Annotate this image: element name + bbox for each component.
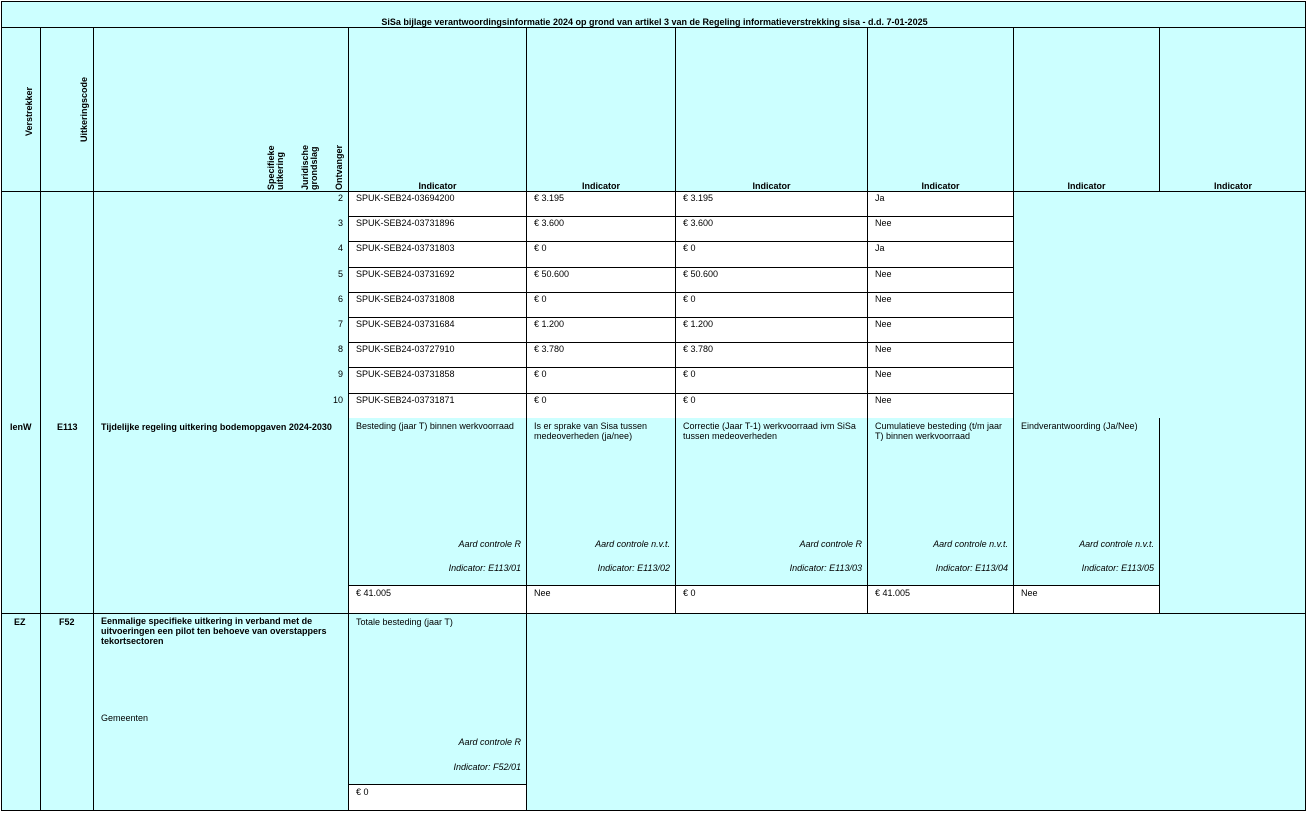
f52-indicator-code: Indicator: F52/01 <box>453 762 521 772</box>
table-cell-v3[interactable] <box>867 216 1014 242</box>
e113-indicator-column <box>675 418 868 586</box>
e113-indicator-column <box>526 418 676 586</box>
e113-indicator-label: Besteding (jaar T) binnen werkvoorraad <box>356 421 514 431</box>
table-cell-v2[interactable] <box>675 317 868 343</box>
e113-indicator-value: Nee <box>1021 588 1038 598</box>
page-title: SiSa bijlage verantwoordingsinformatie 2024 op grond van artikel 3 van de Regeling informatieverstrekking sisa - d.d. 7-01-2025 <box>381 17 928 27</box>
e113-aard-controle: Aard controle n.v.t. <box>595 539 670 549</box>
table-cell-code[interactable] <box>348 342 527 368</box>
cell-value: € 0 <box>683 294 696 304</box>
header-verstrekker: Verstrekker <box>24 86 34 136</box>
table-cell-v1[interactable] <box>526 241 676 268</box>
cell-value: Nee <box>875 218 892 228</box>
e113-aard-controle: Aard controle n.v.t. <box>1079 539 1154 549</box>
row-number: 5 <box>337 269 343 279</box>
header-indicator-4: Indicator <box>921 181 960 191</box>
cell-value: SPUK-SEB24-03694200 <box>356 193 455 203</box>
e113-indicator-code: Indicator: E113/02 <box>597 563 670 573</box>
e113-verstrekker: IenW <box>10 422 32 432</box>
cell-value: € 50.600 <box>534 269 570 279</box>
table-cell-v2[interactable] <box>675 216 868 242</box>
e113-indicator-code: Indicator: E113/05 <box>1081 563 1154 573</box>
header-indicator-1: Indicator <box>418 181 457 191</box>
e113-indicator-label: Cumulatieve besteding (t/m jaar T) binnen werkvoorraad <box>875 421 1003 441</box>
cell-value: Nee <box>875 269 892 279</box>
e113-indicator-value: € 41.005 <box>356 588 392 598</box>
cell-value: € 50.600 <box>683 269 719 279</box>
cell-value: SPUK-SEB24-03731692 <box>356 269 455 279</box>
cell-value: € 0 <box>534 294 547 304</box>
e113-indicator-value-cell[interactable] <box>867 585 1014 614</box>
e113-aard-controle: Aard controle R <box>458 539 521 549</box>
f52-ontvanger: Gemeenten <box>101 713 149 723</box>
f52-indicator-label: Totale besteding (jaar T) <box>356 617 453 627</box>
table-cell-v3[interactable] <box>867 241 1014 268</box>
cell-value: Nee <box>875 369 892 379</box>
cell-value: Nee <box>875 395 892 405</box>
f52-aard: Aard controle R <box>458 737 521 747</box>
row-number: 4 <box>337 243 343 253</box>
e113-indicator-value: Nee <box>534 588 551 598</box>
table-cell-v1[interactable] <box>526 367 676 394</box>
e113-indicator-value: € 41.005 <box>875 588 911 598</box>
cell-value: € 0 <box>534 369 547 379</box>
cell-value: € 0 <box>534 243 547 253</box>
table-cell-v2[interactable] <box>675 292 868 318</box>
cell-value: € 3.780 <box>534 344 565 354</box>
table-cell-v2[interactable] <box>675 267 868 293</box>
e113-indicator-code: Indicator: E113/04 <box>935 563 1008 573</box>
table-cell-v1[interactable] <box>526 267 676 293</box>
table-cell-code[interactable] <box>348 367 527 394</box>
header-indicator-3: Indicator <box>752 181 791 191</box>
e113-indicator-code: Indicator: E113/03 <box>789 563 862 573</box>
table-cell-code[interactable] <box>348 267 527 293</box>
table-cell-code[interactable] <box>348 393 527 419</box>
table-cell-v1[interactable] <box>526 191 676 217</box>
f52-code: F52 <box>59 617 75 627</box>
header-indicator-2: Indicator <box>581 181 620 191</box>
table-cell-v3[interactable] <box>867 342 1014 368</box>
row-number: 6 <box>337 294 343 304</box>
cell-value: € 0 <box>683 395 696 405</box>
cell-value: SPUK-SEB24-03731803 <box>356 243 455 253</box>
header-juridische-grondslag: Juridische grondslag <box>300 144 319 190</box>
e113-indicator-value: € 0 <box>683 588 696 598</box>
row-number: 3 <box>337 218 343 228</box>
e113-indicator-value-cell[interactable] <box>348 585 527 614</box>
cell-value: Nee <box>875 319 892 329</box>
e113-indicator-label: Is er sprake van Sisa tussen medeoverheden (ja/nee) <box>534 421 648 441</box>
f52-value: € 0 <box>356 787 369 797</box>
table-cell-v3[interactable] <box>867 191 1014 217</box>
e113-code: E113 <box>57 422 78 432</box>
cell-value: € 3.195 <box>683 193 714 203</box>
cell-value: € 1.200 <box>534 319 565 329</box>
table-cell-v1[interactable] <box>526 317 676 343</box>
cell-value: SPUK-SEB24-03731684 <box>356 319 455 329</box>
cell-value: Nee <box>875 344 892 354</box>
cell-value: € 0 <box>683 369 696 379</box>
header-specifieke-uitkering: Specifieke uitkering <box>266 145 285 190</box>
cell-value: € 3.195 <box>534 193 565 203</box>
e113-aard-controle: Aard controle R <box>799 539 862 549</box>
row-number: 9 <box>337 369 343 379</box>
table-cell-v3[interactable] <box>867 317 1014 343</box>
row-number: 7 <box>337 319 343 329</box>
e113-indicator-value-cell[interactable] <box>526 585 676 614</box>
cell-value: SPUK-SEB24-03731858 <box>356 369 455 379</box>
row-number: 8 <box>337 344 343 354</box>
table-cell-v1[interactable] <box>526 292 676 318</box>
table-cell-v2[interactable] <box>675 367 868 394</box>
cell-value: SPUK-SEB24-03727910 <box>356 344 455 354</box>
f52-value-cell[interactable] <box>348 784 527 811</box>
cell-value: € 1.200 <box>683 319 714 329</box>
e113-indicator-value-cell[interactable] <box>1013 585 1160 614</box>
e113-indicator-column <box>867 418 1014 586</box>
header-indicator-6: Indicator <box>1213 181 1252 191</box>
table-cell-v2[interactable] <box>675 342 868 368</box>
e113-indicator-column <box>348 418 527 586</box>
row-number: 2 <box>337 193 343 203</box>
table-cell-v2[interactable] <box>675 393 868 419</box>
table-cell-v2[interactable] <box>675 191 868 217</box>
table-cell-v3[interactable] <box>867 367 1014 394</box>
cell-value: SPUK-SEB24-03731808 <box>356 294 455 304</box>
title-bar <box>1 1 1306 28</box>
e113-indicator-code: Indicator: E113/01 <box>448 563 521 573</box>
cell-value: € 3.600 <box>534 218 565 228</box>
table-cell-code[interactable] <box>348 241 527 268</box>
cell-value: € 3.780 <box>683 344 714 354</box>
e113-indicator-column <box>1013 418 1160 586</box>
header-indicator-5: Indicator <box>1067 181 1106 191</box>
cell-value: Ja <box>875 243 885 253</box>
header-ontvanger: Ontvanger <box>334 144 344 190</box>
f52-name: Eenmalige specifieke uitkering in verband met de uitvoeringen een pilot ten behoeve van overstappers tekortsectoren <box>101 616 327 646</box>
cell-value: SPUK-SEB24-03731871 <box>356 395 455 405</box>
table-cell-code[interactable] <box>348 216 527 242</box>
e113-indicator-label: Correctie (Jaar T-1) werkvoorraad ivm SiSa tussen medeoverheden <box>683 421 856 441</box>
cell-value: € 0 <box>534 395 547 405</box>
table-cell-v2[interactable] <box>675 241 868 268</box>
cell-value: SPUK-SEB24-03731896 <box>356 218 455 228</box>
header-uitkeringscode: Uitkeringscode <box>79 76 89 142</box>
table-cell-code[interactable] <box>348 317 527 343</box>
table-cell-v3[interactable] <box>867 267 1014 293</box>
header-row <box>1 27 1306 192</box>
e113-indicator-label: Eindverantwoording (Ja/Nee) <box>1021 421 1138 431</box>
table-cell-v3[interactable] <box>867 393 1014 419</box>
table-cell-v1[interactable] <box>526 393 676 419</box>
table-cell-v1[interactable] <box>526 342 676 368</box>
row-number: 10 <box>332 395 343 405</box>
f52-verstrekker: EZ <box>14 617 26 627</box>
table-cell-v3[interactable] <box>867 292 1014 318</box>
table-cell-code[interactable] <box>348 292 527 318</box>
table-cell-v1[interactable] <box>526 216 676 242</box>
cell-value: Nee <box>875 294 892 304</box>
e113-name: Tijdelijke regeling uitkering bodemopgaven 2024-2030 <box>101 422 332 432</box>
e113-aard-controle: Aard controle n.v.t. <box>933 539 1008 549</box>
cell-value: Ja <box>875 193 885 203</box>
cell-value: € 0 <box>683 243 696 253</box>
cell-value: € 3.600 <box>683 218 714 228</box>
table-cell-code[interactable] <box>348 191 527 217</box>
e113-indicator-value-cell[interactable] <box>675 585 868 614</box>
